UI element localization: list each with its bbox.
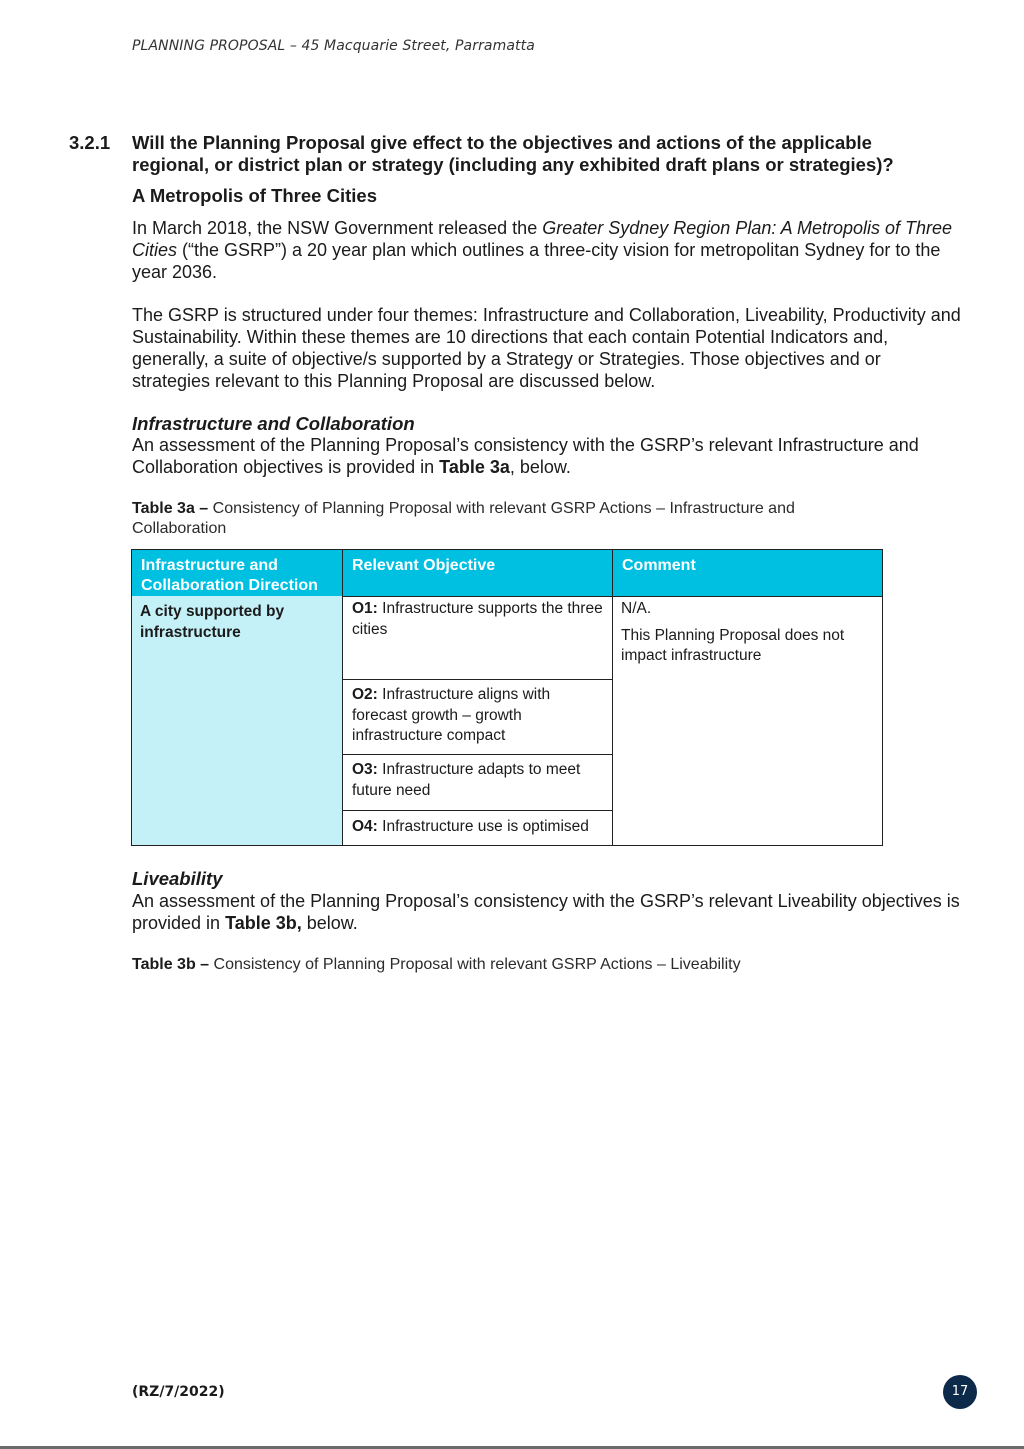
subheading: A Metropolis of Three Cities: [132, 185, 377, 206]
comment-bottom-border: [612, 845, 883, 846]
section-number: 3.2.1: [69, 132, 111, 153]
left-edge-line: [131, 679, 132, 755]
comment-text: This Planning Proposal does not impact infrastructure: [621, 626, 845, 664]
table-3b-caption: Table 3b – Consistency of Planning Proposal with relevant GSRP Actions – Liveability: [132, 956, 741, 973]
comment-na: N/A.: [621, 600, 652, 617]
plan-title-italic: Greater Sydney Region Plan: A Metropolis of Three Cities: [132, 218, 953, 260]
comment-cell: [612, 596, 883, 846]
footer-reference: (RZ/7/2022): [132, 1384, 225, 1400]
section-title: Will the Planning Proposal give effect to the objectives and actions of the applicable regional, or district plan or strategy (including any exhibited draft plans or strategies)?: [132, 132, 894, 175]
table-3a-reference: Table 3a: [439, 457, 510, 477]
paragraph-intro: In March 2018, the NSW Government released the Greater Sydney Region Plan: A Metropolis of Three Cities (“the GSRP”) a 20 year plan which outlines a three-city vision for metropolitan Sydney for to the year 2036.: [132, 218, 953, 282]
table-3b-reference: Table 3b,: [225, 913, 302, 933]
objective-row-3: O3: Infrastructure adapts to meet future need: [342, 754, 613, 811]
infrastructure-heading: Infrastructure and Collaboration: [132, 413, 415, 434]
liveability-heading: Liveability: [132, 868, 223, 889]
table-header-objective: Relevant Objective: [342, 549, 613, 597]
page-number-badge: 17: [943, 1375, 977, 1409]
table-header-comment: Comment: [612, 549, 883, 597]
running-header: PLANNING PROPOSAL – 45 Macquarie Street, Parramatta: [132, 38, 535, 54]
table-3a: [131, 549, 883, 846]
paragraph-themes: The GSRP is structured under four themes: Infrastructure and Collaboration, Liveability, Productivity and Sustainability. Within these themes are 10 directions that each contain Potential Indicators and, generally, a suite of objective/s supported by a Strategy or Strategies. Those objectives and or strategies relevant to this Planning Proposal are discussed below.: [132, 305, 961, 391]
objective-row-2: O2: Infrastructure aligns with forecast growth – growth infrastructure compact: [342, 679, 613, 755]
liveability-paragraph: An assessment of the Planning Proposal’s consistency with the GSRP’s relevant Liveability objectives is provided in Table 3b, below.: [132, 891, 960, 933]
direction-label: A city supported by infrastructure: [140, 603, 285, 641]
infrastructure-paragraph: An assessment of the Planning Proposal’s consistency with the GSRP’s relevant Infrastructure and Collaboration objectives is provided in Table 3a, below.: [132, 435, 919, 477]
objective-row-4: O4: Infrastructure use is optimised: [342, 810, 613, 846]
objective-row-1: O1: Infrastructure supports the three cities: [342, 596, 613, 680]
table-3a-caption: Table 3a – Consistency of Planning Proposal with relevant GSRP Actions – Infrastructure and Collaboration: [132, 500, 795, 537]
table-header-direction: Infrastructure and Collaboration Direction: [131, 549, 343, 597]
